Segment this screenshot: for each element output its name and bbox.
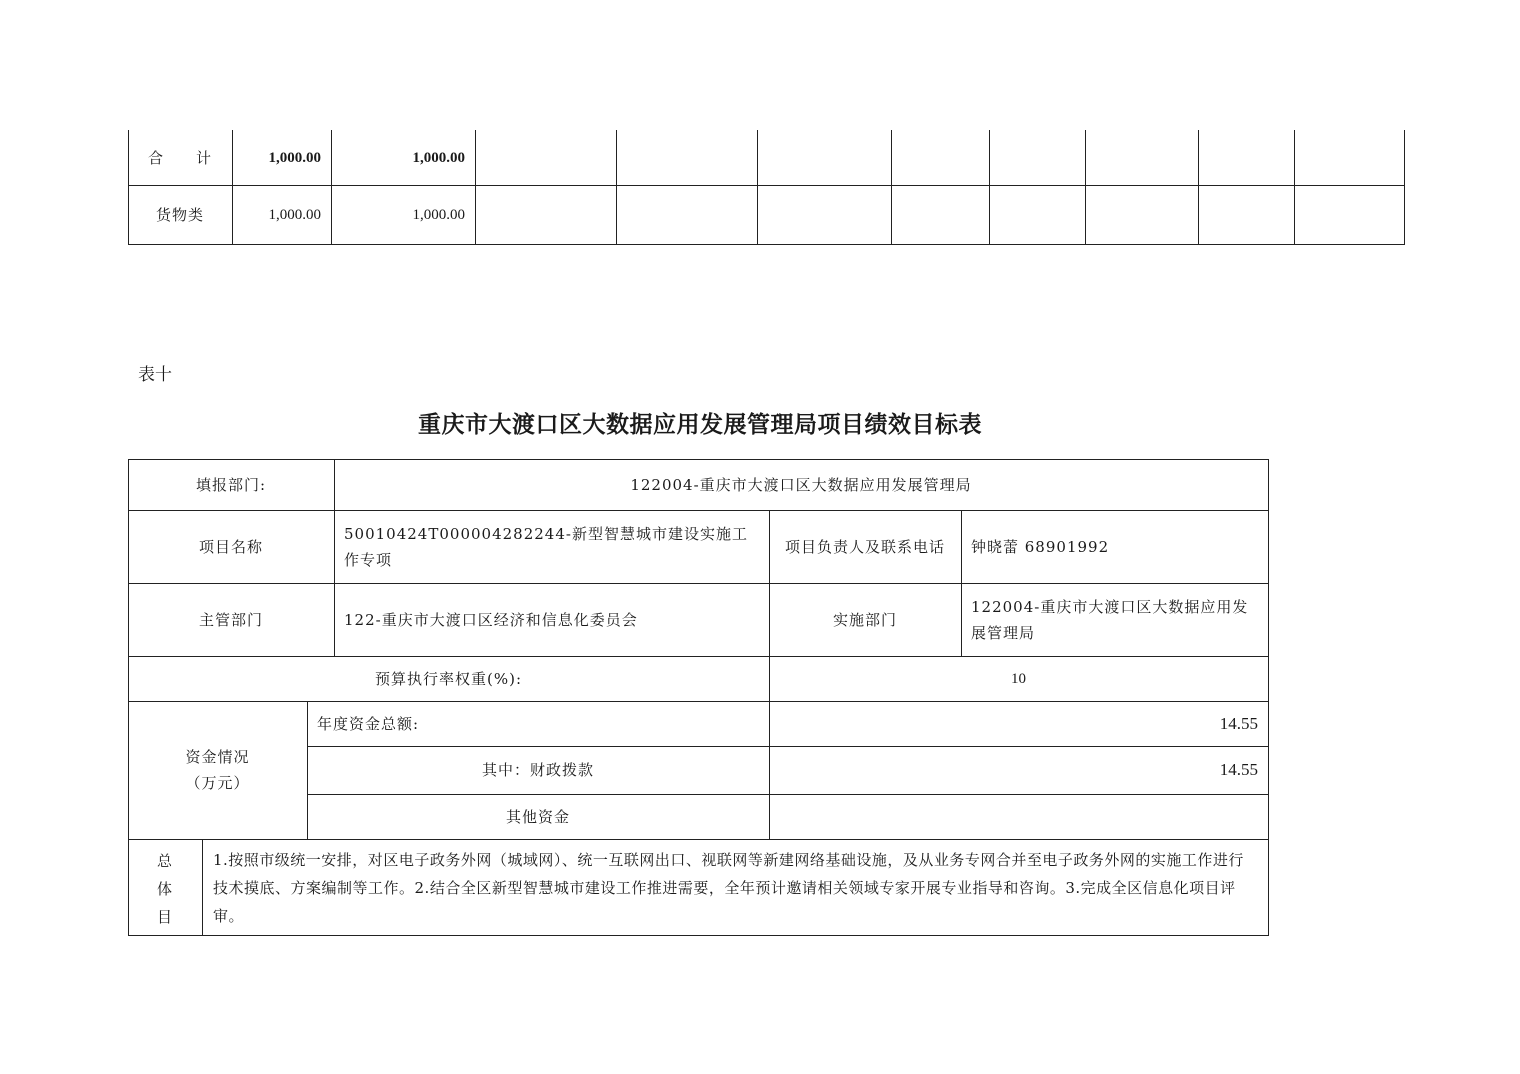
owner-value: 钟晓蕾 68901992 (971, 537, 1110, 556)
table-rule (1404, 130, 1405, 245)
other-funds-label: 其他资金 (505, 807, 570, 826)
other-funds-value (769, 794, 1268, 839)
total-row-label: 合 计 (147, 148, 212, 167)
table-rule (616, 130, 617, 245)
annual-total-label: 年度资金总额: (317, 714, 420, 733)
goal-label-char: 总 (156, 852, 173, 870)
fill-dept-value: 122004-重庆市大渡口区大数据应用发展管理局 (630, 475, 972, 494)
owner-label: 项目负责人及联系电话 (784, 537, 945, 556)
funds-label (128, 701, 307, 839)
supervisor-value: 122-重庆市大渡口区经济和信息化委员会 (344, 610, 638, 629)
goods-row-value-2: 1,000.00 (412, 206, 465, 223)
table-rule (128, 935, 1269, 936)
table-rule (475, 130, 476, 245)
supervisor-label: 主管部门 (198, 610, 263, 629)
table-rule (1268, 459, 1269, 936)
goal-label-char: 目 (156, 908, 173, 926)
table-rule (1085, 130, 1086, 245)
goods-row-label: 货物类 (155, 205, 204, 224)
overall-goal-label (128, 844, 202, 934)
impl-dept-value: 122004-重庆市大渡口区大数据应用发展管理局 (971, 597, 1249, 642)
table-rule (128, 839, 1269, 840)
budget-weight-value: 10 (1011, 670, 1026, 687)
fiscal-label: 其中：财政拨款 (481, 761, 594, 779)
table-rule (128, 244, 1405, 245)
goods-row-value-1: 1,000.00 (268, 206, 321, 223)
page-title: 重庆市大渡口区大数据应用发展管理局项目绩效目标表 (418, 411, 982, 438)
goal-label-char: 体 (156, 880, 173, 898)
total-row-value-2: 1,000.00 (412, 149, 465, 166)
impl-dept-label: 实施部门 (832, 610, 897, 629)
funds-label-line1: 资金情况 (185, 748, 250, 766)
project-name-label: 项目名称 (198, 537, 263, 556)
overall-goal-text: 1.按照市级统一安排，对区电子政务外网（城域网）、统一互联网出口、视联网等新建网络基础设施，及从业务专网合并至电子政务外网的实施工作进行技术摸底、方案编制等工作。2.结合全区新型智慧城市建设工作推进需要，全年预计邀请相关领域专家开展专业指导和咨询。3.完成全区信息化项目评审。 (213, 851, 1244, 925)
total-row-value-1: 1,000.00 (268, 149, 321, 166)
budget-weight-label: 预算执行率权重(%): (374, 669, 522, 688)
table-rule (891, 130, 892, 245)
fiscal-value: 14.55 (1219, 760, 1258, 779)
annual-total-value: 14.55 (1219, 713, 1258, 733)
table-rule (989, 130, 990, 245)
project-name-value: 50010424T000004282244-新型智慧城市建设实施工作专项 (344, 524, 748, 569)
funds-label-line2: （万元） (185, 774, 250, 792)
table-rule (1294, 130, 1295, 245)
table-rule (757, 130, 758, 245)
table-number-label: 表十 (138, 365, 172, 385)
table-rule (1198, 130, 1199, 245)
fill-dept-label: 填报部门: (195, 475, 267, 494)
